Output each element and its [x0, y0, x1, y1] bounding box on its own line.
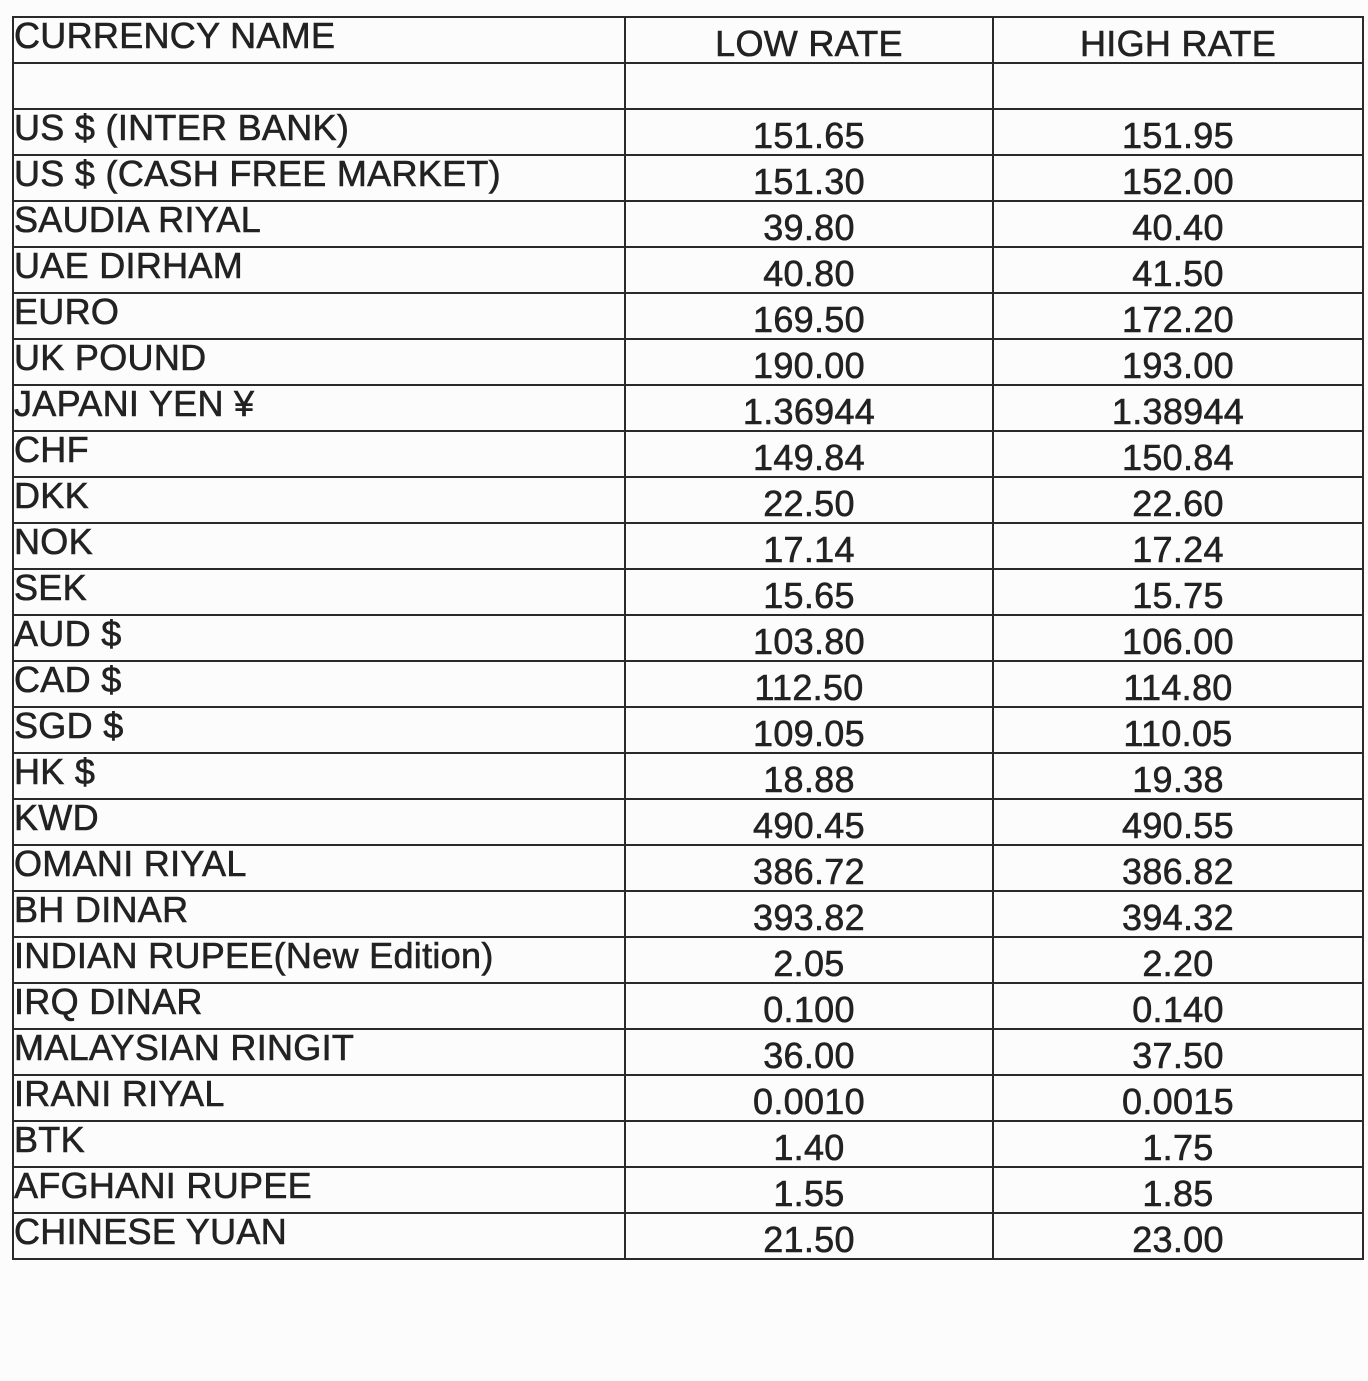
high-rate-cell: 394.32	[993, 891, 1363, 937]
table-row	[13, 431, 1363, 477]
currency-name-cell: SAUDIA RIYAL	[13, 201, 625, 247]
high-rate-cell: 15.75	[993, 569, 1363, 615]
currency-name-cell: SEK	[13, 569, 625, 615]
table-row	[13, 1121, 1363, 1167]
header-currency-name: CURRENCY NAME	[13, 17, 625, 63]
low-rate-cell: 1.36944	[625, 385, 993, 431]
table-row	[13, 983, 1363, 1029]
blank-cell	[13, 63, 625, 109]
low-rate-cell: 36.00	[625, 1029, 993, 1075]
high-rate-cell: 2.20	[993, 937, 1363, 983]
header-row	[13, 17, 1363, 63]
currency-name-cell: HK $	[13, 753, 625, 799]
currency-name-cell: AFGHANI RUPEE	[13, 1167, 625, 1213]
blank-cell	[625, 63, 993, 109]
low-rate-cell: 386.72	[625, 845, 993, 891]
low-rate-cell: 39.80	[625, 201, 993, 247]
high-rate-cell: 110.05	[993, 707, 1363, 753]
currency-name-cell: AUD $	[13, 615, 625, 661]
low-rate-cell: 17.14	[625, 523, 993, 569]
table-row	[13, 339, 1363, 385]
currency-name-cell: BH DINAR	[13, 891, 625, 937]
blank-cell	[993, 63, 1363, 109]
currency-name-cell: DKK	[13, 477, 625, 523]
low-rate-cell: 112.50	[625, 661, 993, 707]
currency-name-cell: NOK	[13, 523, 625, 569]
high-rate-cell: 19.38	[993, 753, 1363, 799]
high-rate-cell: 41.50	[993, 247, 1363, 293]
high-rate-cell: 193.00	[993, 339, 1363, 385]
low-rate-cell: 393.82	[625, 891, 993, 937]
high-rate-cell: 114.80	[993, 661, 1363, 707]
currency-name-cell: US $ (INTER BANK)	[13, 109, 625, 155]
table-row	[13, 293, 1363, 339]
high-rate-cell: 151.95	[993, 109, 1363, 155]
currency-name-cell: EURO	[13, 293, 625, 339]
currency-name-cell: CHF	[13, 431, 625, 477]
currency-name-cell: MALAYSIAN RINGIT	[13, 1029, 625, 1075]
currency-name-cell: UK POUND	[13, 339, 625, 385]
currency-name-cell: CAD $	[13, 661, 625, 707]
high-rate-cell: 172.20	[993, 293, 1363, 339]
high-rate-cell: 23.00	[993, 1213, 1363, 1259]
table-row	[13, 201, 1363, 247]
high-rate-cell: 40.40	[993, 201, 1363, 247]
currency-name-cell: SGD $	[13, 707, 625, 753]
table-row	[13, 569, 1363, 615]
low-rate-cell: 151.30	[625, 155, 993, 201]
low-rate-cell: 109.05	[625, 707, 993, 753]
currency-name-cell: JAPANI YEN ¥	[13, 385, 625, 431]
low-rate-cell: 21.50	[625, 1213, 993, 1259]
table-row	[13, 109, 1363, 155]
high-rate-cell: 0.140	[993, 983, 1363, 1029]
table-row	[13, 753, 1363, 799]
low-rate-cell: 22.50	[625, 477, 993, 523]
currency-name-cell: OMANI RIYAL	[13, 845, 625, 891]
currency-name-cell: UAE DIRHAM	[13, 247, 625, 293]
table-row	[13, 937, 1363, 983]
table-row	[13, 1213, 1363, 1259]
table-row	[13, 1075, 1363, 1121]
high-rate-cell: 37.50	[993, 1029, 1363, 1075]
table-row	[13, 1167, 1363, 1213]
high-rate-cell: 17.24	[993, 523, 1363, 569]
table-row	[13, 707, 1363, 753]
table-row	[13, 155, 1363, 201]
low-rate-cell: 18.88	[625, 753, 993, 799]
table-row	[13, 891, 1363, 937]
table-row	[13, 1029, 1363, 1075]
high-rate-cell: 1.38944	[993, 385, 1363, 431]
table-row	[13, 661, 1363, 707]
table-row	[13, 523, 1363, 569]
high-rate-cell: 152.00	[993, 155, 1363, 201]
high-rate-cell: 1.85	[993, 1167, 1363, 1213]
low-rate-cell: 149.84	[625, 431, 993, 477]
low-rate-cell: 40.80	[625, 247, 993, 293]
low-rate-cell: 103.80	[625, 615, 993, 661]
low-rate-cell: 151.65	[625, 109, 993, 155]
low-rate-cell: 169.50	[625, 293, 993, 339]
high-rate-cell: 1.75	[993, 1121, 1363, 1167]
high-rate-cell: 106.00	[993, 615, 1363, 661]
low-rate-cell: 490.45	[625, 799, 993, 845]
header-low-rate: LOW RATE	[625, 17, 993, 63]
currency-name-cell: CHINESE YUAN	[13, 1213, 625, 1259]
currency-name-cell: US $ (CASH FREE MARKET)	[13, 155, 625, 201]
table-row	[13, 247, 1363, 293]
currency-name-cell: IRANI RIYAL	[13, 1075, 625, 1121]
low-rate-cell: 1.55	[625, 1167, 993, 1213]
table-row	[13, 477, 1363, 523]
low-rate-cell: 0.100	[625, 983, 993, 1029]
header-high-rate: HIGH RATE	[993, 17, 1363, 63]
low-rate-cell: 15.65	[625, 569, 993, 615]
table-row	[13, 799, 1363, 845]
high-rate-cell: 0.0015	[993, 1075, 1363, 1121]
table-row	[13, 385, 1363, 431]
high-rate-cell: 22.60	[993, 477, 1363, 523]
high-rate-cell: 386.82	[993, 845, 1363, 891]
table-row	[13, 615, 1363, 661]
currency-name-cell: KWD	[13, 799, 625, 845]
currency-name-cell: INDIAN RUPEE(New Edition)	[13, 937, 625, 983]
low-rate-cell: 2.05	[625, 937, 993, 983]
currency-name-cell: BTK	[13, 1121, 625, 1167]
low-rate-cell: 1.40	[625, 1121, 993, 1167]
currency-rate-table	[12, 16, 1364, 1260]
low-rate-cell: 0.0010	[625, 1075, 993, 1121]
high-rate-cell: 490.55	[993, 799, 1363, 845]
blank-row	[13, 63, 1363, 109]
table-row	[13, 845, 1363, 891]
high-rate-cell: 150.84	[993, 431, 1363, 477]
rate-sheet	[12, 16, 1362, 1260]
currency-name-cell: IRQ DINAR	[13, 983, 625, 1029]
low-rate-cell: 190.00	[625, 339, 993, 385]
